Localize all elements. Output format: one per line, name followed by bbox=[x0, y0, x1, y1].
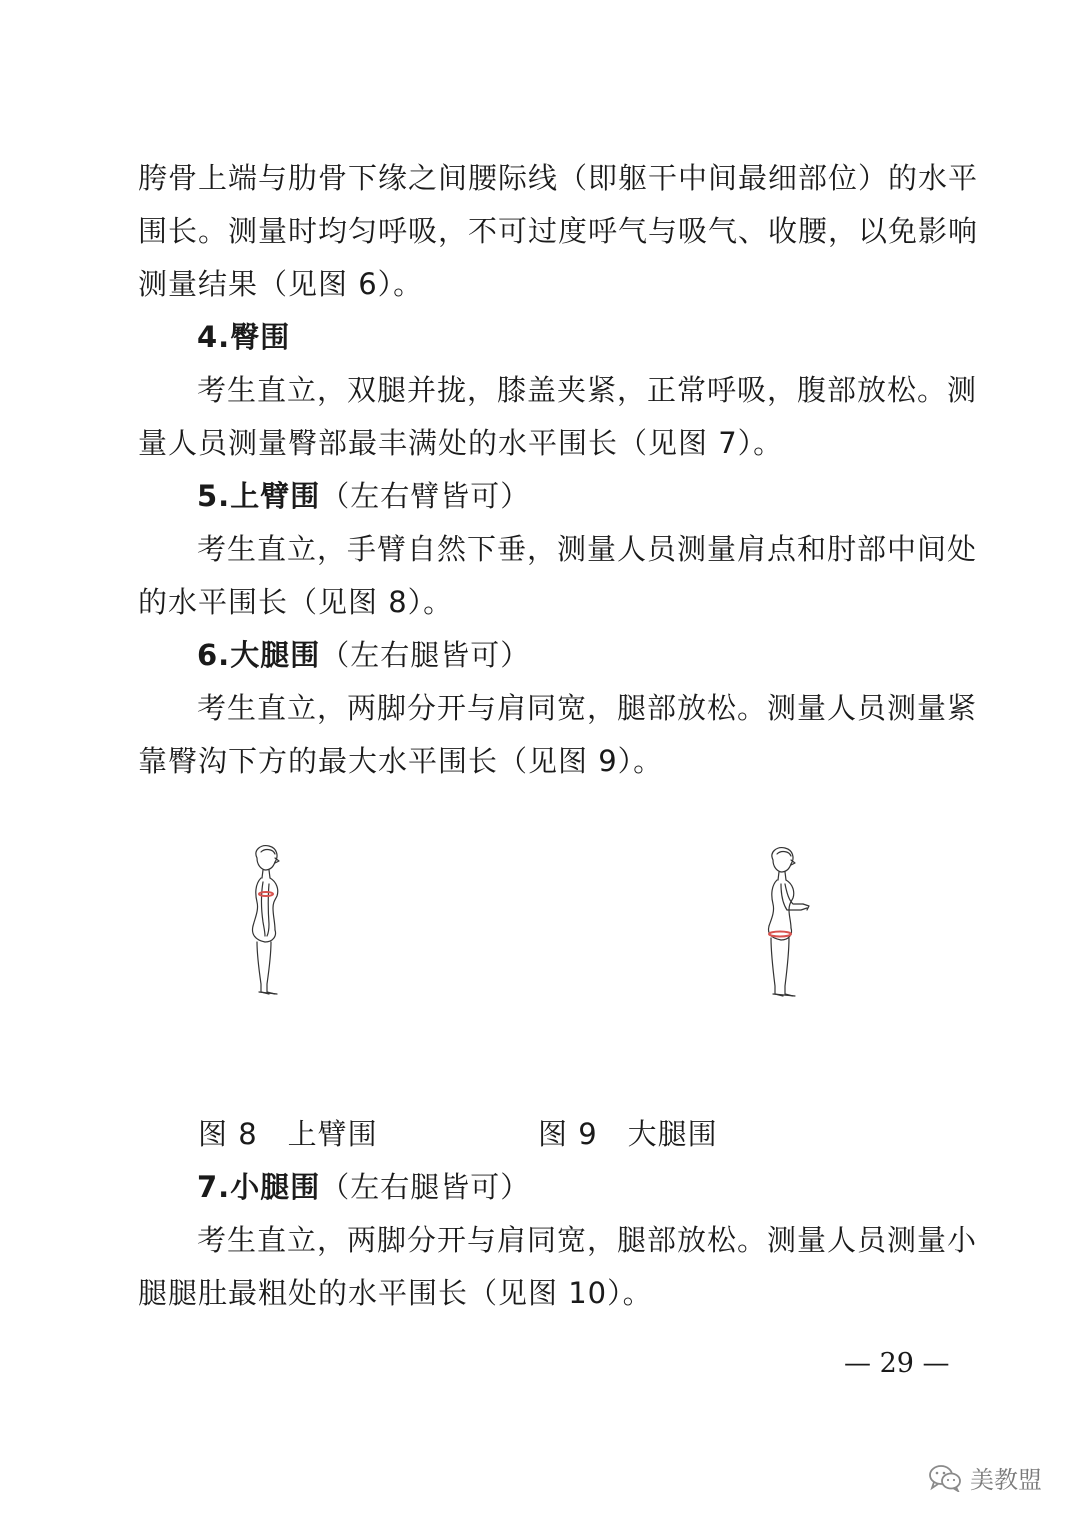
section-4-line-1: 考生直立，双腿并拢，膝盖夹紧，正常呼吸，腹部放松。测 bbox=[197, 373, 978, 407]
figure-9-caption: 图 9 大腿围 bbox=[538, 1117, 718, 1151]
section-7-heading bbox=[197, 1167, 530, 1207]
section-4-title: 臀围 bbox=[230, 320, 291, 354]
section-6-heading bbox=[197, 635, 530, 675]
section-5-line-2: 的水平围长（见图 8）。 bbox=[138, 585, 454, 619]
section-7-title: 小腿围 bbox=[230, 1170, 321, 1204]
section-5-note: （左右臂皆可） bbox=[320, 479, 531, 513]
section-7-number: 7. bbox=[197, 1170, 231, 1204]
section-6-line-2: 靠臀沟下方的最大水平围长（见图 9）。 bbox=[138, 744, 664, 778]
wechat-icon bbox=[928, 1464, 962, 1492]
section-4-number: 4. bbox=[197, 320, 231, 354]
thigh-figure-illustration bbox=[705, 838, 865, 1003]
section-7-line-1: 考生直立，两脚分开与肩同宽，腿部放松。测量人员测量小 bbox=[197, 1223, 978, 1257]
figure-upper-arm bbox=[195, 838, 340, 1000]
section-5-title: 上臂围 bbox=[230, 479, 321, 513]
page-number: — 29 — bbox=[844, 1348, 950, 1379]
figure-8-caption: 图 8 上臂围 bbox=[198, 1117, 378, 1151]
section-6-title: 大腿围 bbox=[230, 638, 321, 672]
figure-thigh bbox=[705, 838, 865, 1003]
section-5-heading bbox=[197, 476, 530, 516]
section-6-line-1: 考生直立，两脚分开与肩同宽，腿部放松。测量人员测量紧 bbox=[197, 691, 978, 725]
section-4-line-2: 量人员测量臀部最丰满处的水平围长（见图 7）。 bbox=[138, 426, 784, 460]
section-6-number: 6. bbox=[197, 638, 231, 672]
section-5-line-1: 考生直立，手臂自然下垂，测量人员测量肩点和肘部中间处 bbox=[197, 532, 978, 566]
watermark bbox=[928, 1460, 1042, 1495]
section-5-number: 5. bbox=[197, 479, 231, 513]
intro-line-1: 胯骨上端与肋骨下缘之间腰际线（即躯干中间最细部位）的水平 bbox=[138, 161, 979, 195]
section-4-heading bbox=[197, 317, 290, 357]
watermark-text: 美教盟 bbox=[970, 1466, 1042, 1494]
intro-line-2: 围长。测量时均匀呼吸，不可过度呼气与吸气、收腰，以免影响 bbox=[138, 214, 979, 248]
thigh-measure-line bbox=[769, 932, 791, 937]
upper-arm-figure-illustration bbox=[195, 838, 340, 1000]
section-7-line-2: 腿腿肚最粗处的水平围长（见图 10）。 bbox=[138, 1276, 653, 1310]
section-6-note: （左右腿皆可） bbox=[320, 638, 531, 672]
intro-line-3: 测量结果（见图 6）。 bbox=[138, 267, 424, 301]
section-7-note: （左右腿皆可） bbox=[320, 1170, 531, 1204]
